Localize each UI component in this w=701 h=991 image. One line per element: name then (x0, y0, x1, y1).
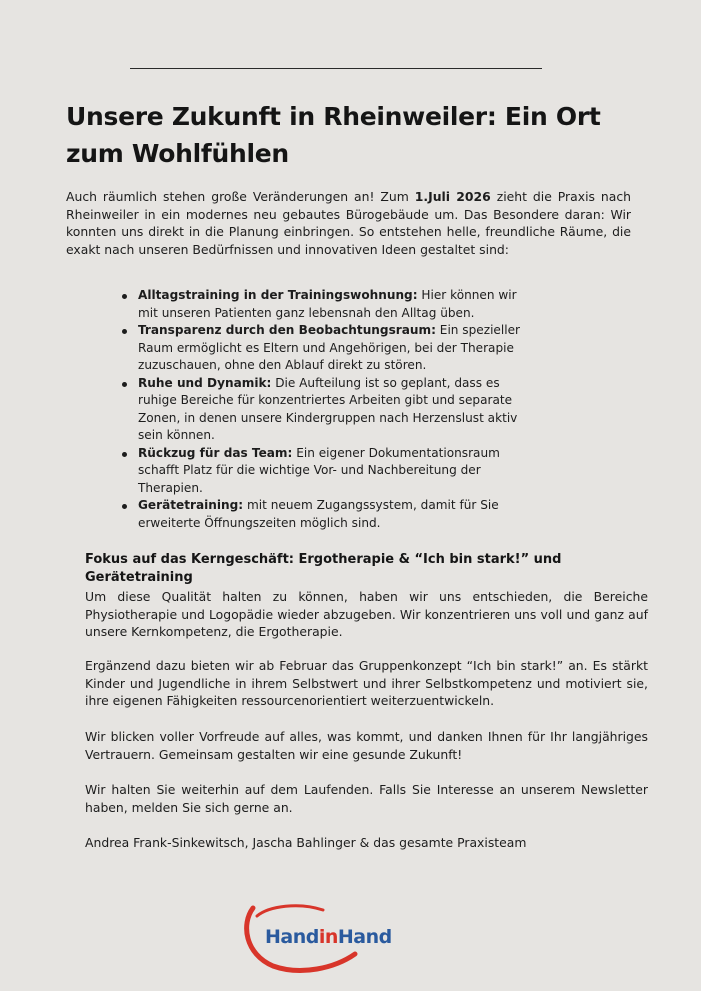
list-item-text: Die Aufteilung ist so geplant, dass es ruhige Bereiche für konzentriertes Arbeiten gibt und separate Zonen, in denen unsere Kindergruppen nach Herzenslust aktiv sein können. (138, 375, 518, 442)
bullet-icon (122, 382, 127, 387)
section-heading: Fokus auf das Kerngeschäft: Ergotherapie & “Ich bin stark!” und Gerätetraining (85, 552, 562, 585)
handinhand-logo (243, 902, 403, 974)
list-item-label: Transparenz durch den Beobachtungsraum: (138, 323, 436, 337)
list-item (120, 322, 530, 375)
list-item-text: mit neuem Zugangssystem, damit für Sie erweiterte Öffnungszeiten möglich sind. (138, 498, 499, 530)
logo-part-hand-2: Hand (337, 926, 392, 948)
list-item (120, 497, 530, 532)
list-item (120, 287, 530, 322)
list-item-text: Ein spezieller Raum ermöglicht es Eltern und Angehörigen, bei der Therapie zuzuschauen, ohne den Ablauf direkt zu stören. (138, 323, 521, 372)
bullet-icon (122, 294, 127, 299)
list-item-label: Alltagstraining in der Trainingswohnung: (138, 288, 418, 302)
features-list (120, 287, 530, 532)
list-item-label: Rückzug für das Team: (138, 445, 293, 460)
intro-paragraph (66, 188, 631, 258)
bullet-icon (122, 329, 127, 334)
list-item-text: Ein eigener Dokumentationsraum schafft Platz für die wichtige Vor- und Nachbereitung der Therapien. (138, 445, 500, 495)
bullet-icon (122, 504, 127, 509)
top-divider (130, 68, 542, 69)
list-item (120, 375, 530, 445)
intro-text-end: zieht die Praxis nach Rheinweiler in ein modernes neu gebautes Bürogebäude um. Das Besondere daran: Wir konnten uns direkt in die Planung einbringen. So entstehen helle, freundliche Räume, die exakt nach unseren Bedürfnissen und innovativen Ideen gestaltet sind: (66, 189, 631, 257)
paragraph-thanks: Wir blicken voller Vorfreude auf alles, was kommt, und danken Ihnen für Ihr langjähriges Vertrauern. Gemeinsam gestalten wir eine gesunde Zukunft! (85, 729, 648, 762)
move-date: 1.Juli 2026 (414, 189, 491, 204)
list-item-text: Hier können wir mit unseren Patienten ganz lebensnah den Alltag üben. (138, 288, 517, 320)
logo-part-hand: Hand (265, 926, 319, 948)
list-item (120, 445, 530, 498)
paragraph-group-concept: Ergänzend dazu bieten wir ab Februar das Gruppenkonzept “Ich bin stark!” an. Es stärkt Kinder und Jugendliche in ihrem Selbstwert und ihrer Selbstkompetenz und motiviert sie, ihre eigenen Fähigkeiten ressourcenorientiert weiterzuentwickeln. (85, 658, 648, 708)
list-item-label: Gerätetraining: (138, 498, 244, 512)
paragraph-focus: Um diese Qualität halten zu können, haben wir uns entschieden, die Bereiche Physiotherapie und Logopädie wieder abzugeben. Wir konzentrieren uns voll und ganz auf unsere Kernkompetenz, die Ergotherapie. (85, 589, 648, 639)
list-item-label: Ruhe und Dynamik: (138, 375, 272, 390)
intro-text-start: Auch räumlich stehen große Veränderungen an! Zum (66, 189, 415, 204)
page-title: Unsere Zukunft in Rheinweiler: Ein Ort zum Wohlfühlen (66, 102, 601, 168)
bullet-icon (122, 452, 127, 457)
logo-wordmark (265, 926, 392, 948)
logo-part-in: in (318, 926, 338, 948)
signature-line: Andrea Frank-Sinkewitsch, Jascha Bahlinger & das gesamte Praxisteam (85, 835, 527, 850)
paragraph-newsletter: Wir halten Sie weiterhin auf dem Laufenden. Falls Sie Interesse an unserem Newsletter haben, melden Sie sich gerne an. (85, 782, 648, 815)
